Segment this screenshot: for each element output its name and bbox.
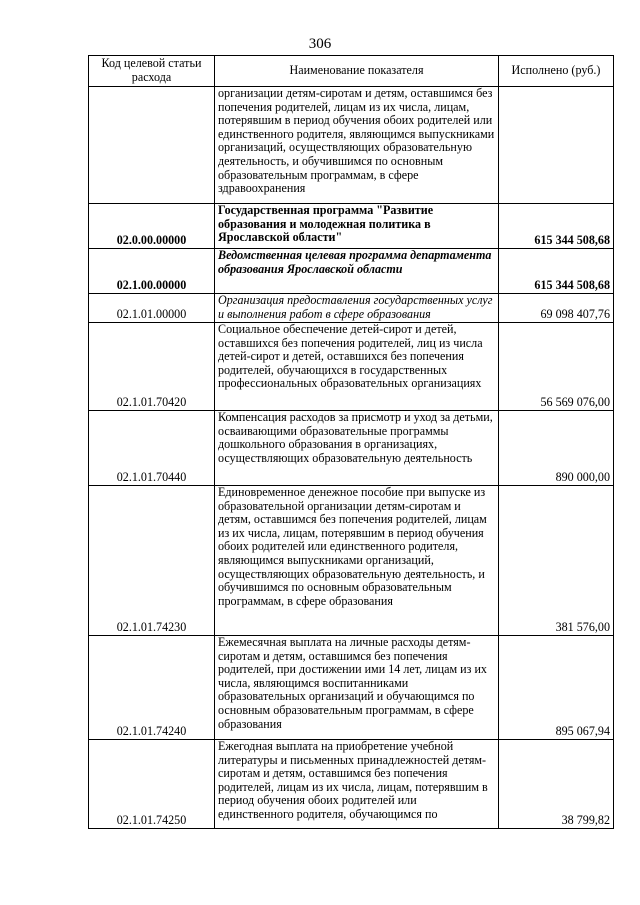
row-name: Ежегодная выплата на приобретение учебной литературы и письменных принадлежностей детям-сиротам и детям, оставшимся без попечения родителей, лицам из их числа, лицам, потерявшим в период обучения обоих родителей или единственного родителя, обучающимся по xyxy=(215,740,499,829)
page-number: 306 xyxy=(308,36,332,52)
table-header-row xyxy=(89,56,614,87)
table-row xyxy=(89,204,614,249)
row-name: Ежемесячная выплата на личные расходы детям-сиротам и детям, оставшимся без попечения родителей, при достижении ими 14 лет, лицам из их числа, являющимся воспитанниками образовательных организаций и обучающимся по основным образовательным программам, в сфере образования xyxy=(215,636,499,740)
row-amount: 56 569 076,00 xyxy=(499,323,614,411)
row-code: 02.0.00.00000 xyxy=(89,204,215,249)
row-name: Государственная программа "Развитие образования и молодежная политика в Ярославской области" xyxy=(215,204,499,249)
table-row xyxy=(89,486,614,636)
row-amount: 615 344 508,68 xyxy=(499,204,614,249)
row-amount: 890 000,00 xyxy=(499,411,614,486)
row-amount: 381 576,00 xyxy=(499,486,614,636)
row-amount: 615 344 508,68 xyxy=(499,249,614,294)
budget-execution-table xyxy=(88,55,614,829)
table-row xyxy=(89,294,614,323)
row-code: 02.1.01.70440 xyxy=(89,411,215,486)
table-row xyxy=(89,411,614,486)
table-row xyxy=(89,323,614,411)
row-code: 02.1.01.74240 xyxy=(89,636,215,740)
row-name: Ведомственная целевая программа департамента образования Ярославской области xyxy=(215,249,499,294)
row-name: организации детям-сиротам и детям, оставшимся без попечения родителей, лицам из их числа, лицам, потерявшим в период обучения обоих родителей или единственного родителя, являющимся выпускниками организаций, осуществляющих образовательную деятельность, и обучившимся по основным образовательным программам, в сфере здравоохранения xyxy=(215,87,499,204)
row-code: 02.1.01.74230 xyxy=(89,486,215,636)
table-row xyxy=(89,740,614,829)
row-name: Социальное обеспечение детей-сирот и детей, оставшихся без попечения родителей, лиц из числа детей-сирот и детей, оставшихся без попечения родителей, обучающихся в государственных профессиональных образовательных организациях xyxy=(215,323,499,411)
row-code: 02.1.01.74250 xyxy=(89,740,215,829)
row-name: Организация предоставления государственных услуг и выполнения работ в сфере образования xyxy=(215,294,499,323)
header-code: Код целевой статьи расхода xyxy=(89,56,215,87)
header-name: Наименование показателя xyxy=(215,56,499,87)
row-amount: 69 098 407,76 xyxy=(499,294,614,323)
row-code: 02.1.00.00000 xyxy=(89,249,215,294)
table-row xyxy=(89,249,614,294)
table-row xyxy=(89,636,614,740)
row-name: Компенсация расходов за присмотр и уход за детьми, осваивающими образовательные программы дошкольного образования в организациях, осуществляющих образовательную деятельность xyxy=(215,411,499,486)
row-amount: 895 067,94 xyxy=(499,636,614,740)
row-code: 02.1.01.70420 xyxy=(89,323,215,411)
row-amount xyxy=(499,87,614,204)
row-code xyxy=(89,87,215,204)
header-amount: Исполнено (руб.) xyxy=(499,56,614,87)
row-amount: 38 799,82 xyxy=(499,740,614,829)
row-code: 02.1.01.00000 xyxy=(89,294,215,323)
row-name: Единовременное денежное пособие при выпуске из образовательной организации детям-сиротам и детям, оставшимся без попечения родителей, лицам из их числа, лицам, потерявшим в период обучения обоих родителей или единственного родителя, являющимся выпускниками организаций, осуществляющих образовательную деятельность, и обучившимся по основным образовательным программам, в сфере образования xyxy=(215,486,499,636)
table-row xyxy=(89,87,614,204)
